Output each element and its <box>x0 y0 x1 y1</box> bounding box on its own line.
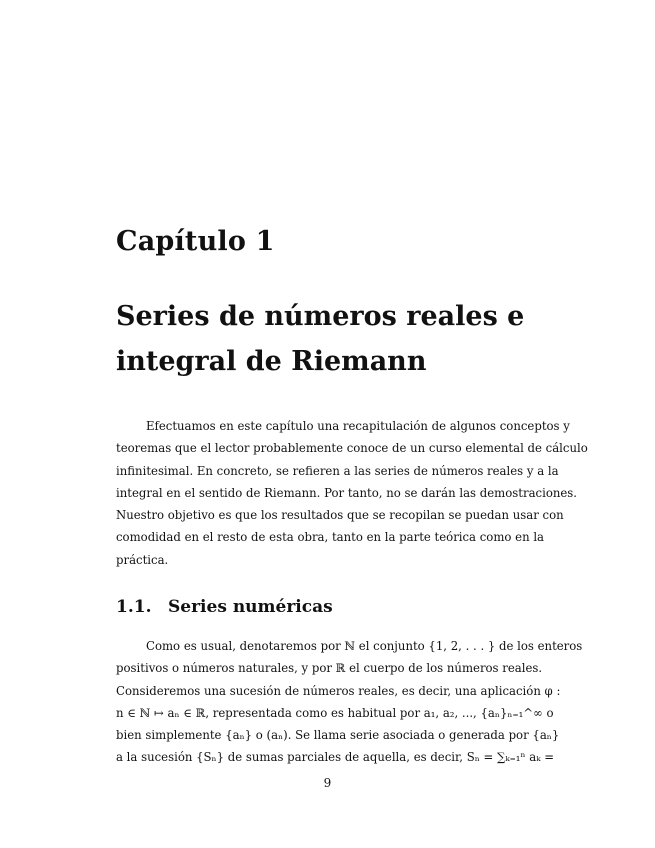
section-heading <box>116 597 333 617</box>
chapter-label: Capítulo 1 <box>116 226 275 257</box>
chapter-title <box>116 294 556 384</box>
text-line: Nuestro objetivo es que los resultados que se recopilan se puedan usar con <box>116 508 564 523</box>
text-line: infinitesimal. En concreto, se refieren a las series de números reales y a la <box>116 463 559 478</box>
text-line: Consideremos una sucesión de números reales, es decir, una aplicación φ : <box>116 683 561 698</box>
text-line: n ∈ ℕ ↦ aₙ ∈ ℝ, representada como es habitual por a₁, a₂, ..., {aₙ}ₙ₌₁^∞ o <box>116 705 554 720</box>
text-line: a la sucesión {Sₙ} de sumas parciales de aquella, es decir, Sₙ = ∑ₖ₌₁ⁿ aₖ = <box>116 750 554 765</box>
text-line: práctica. <box>116 552 169 567</box>
text-line: comodidad en el resto de esta obra, tanto en la parte teórica como en la <box>116 530 545 545</box>
chapter-title-line: integral de Riemann <box>116 346 427 377</box>
text-line: bien simplemente {aₙ} o (aₙ). Se llama serie asociada o generada por {aₙ} <box>116 728 560 743</box>
text-line: Como es usual, denotaremos por ℕ el conjunto {1, 2, . . . } de los enteros <box>146 639 583 653</box>
section-title: Series numéricas <box>168 597 333 617</box>
text-line: positivos o números naturales, y por ℝ el cuerpo de los números reales. <box>116 661 543 676</box>
text-line: integral en el sentido de Riemann. Por tanto, no se darán las demostraciones. <box>116 485 578 500</box>
chapter-title-line: Series de números reales e <box>116 301 525 332</box>
section-paragraph <box>116 635 583 769</box>
intro-paragraph <box>116 415 588 571</box>
section-number: 1.1. <box>116 597 152 617</box>
page-number: 9 <box>323 776 332 790</box>
text-line: teoremas que el lector probablemente conoce de un curso elemental de cálculo <box>116 441 588 456</box>
text-line: Efectuamos en este capítulo una recapitulación de algunos conceptos y <box>146 419 570 433</box>
